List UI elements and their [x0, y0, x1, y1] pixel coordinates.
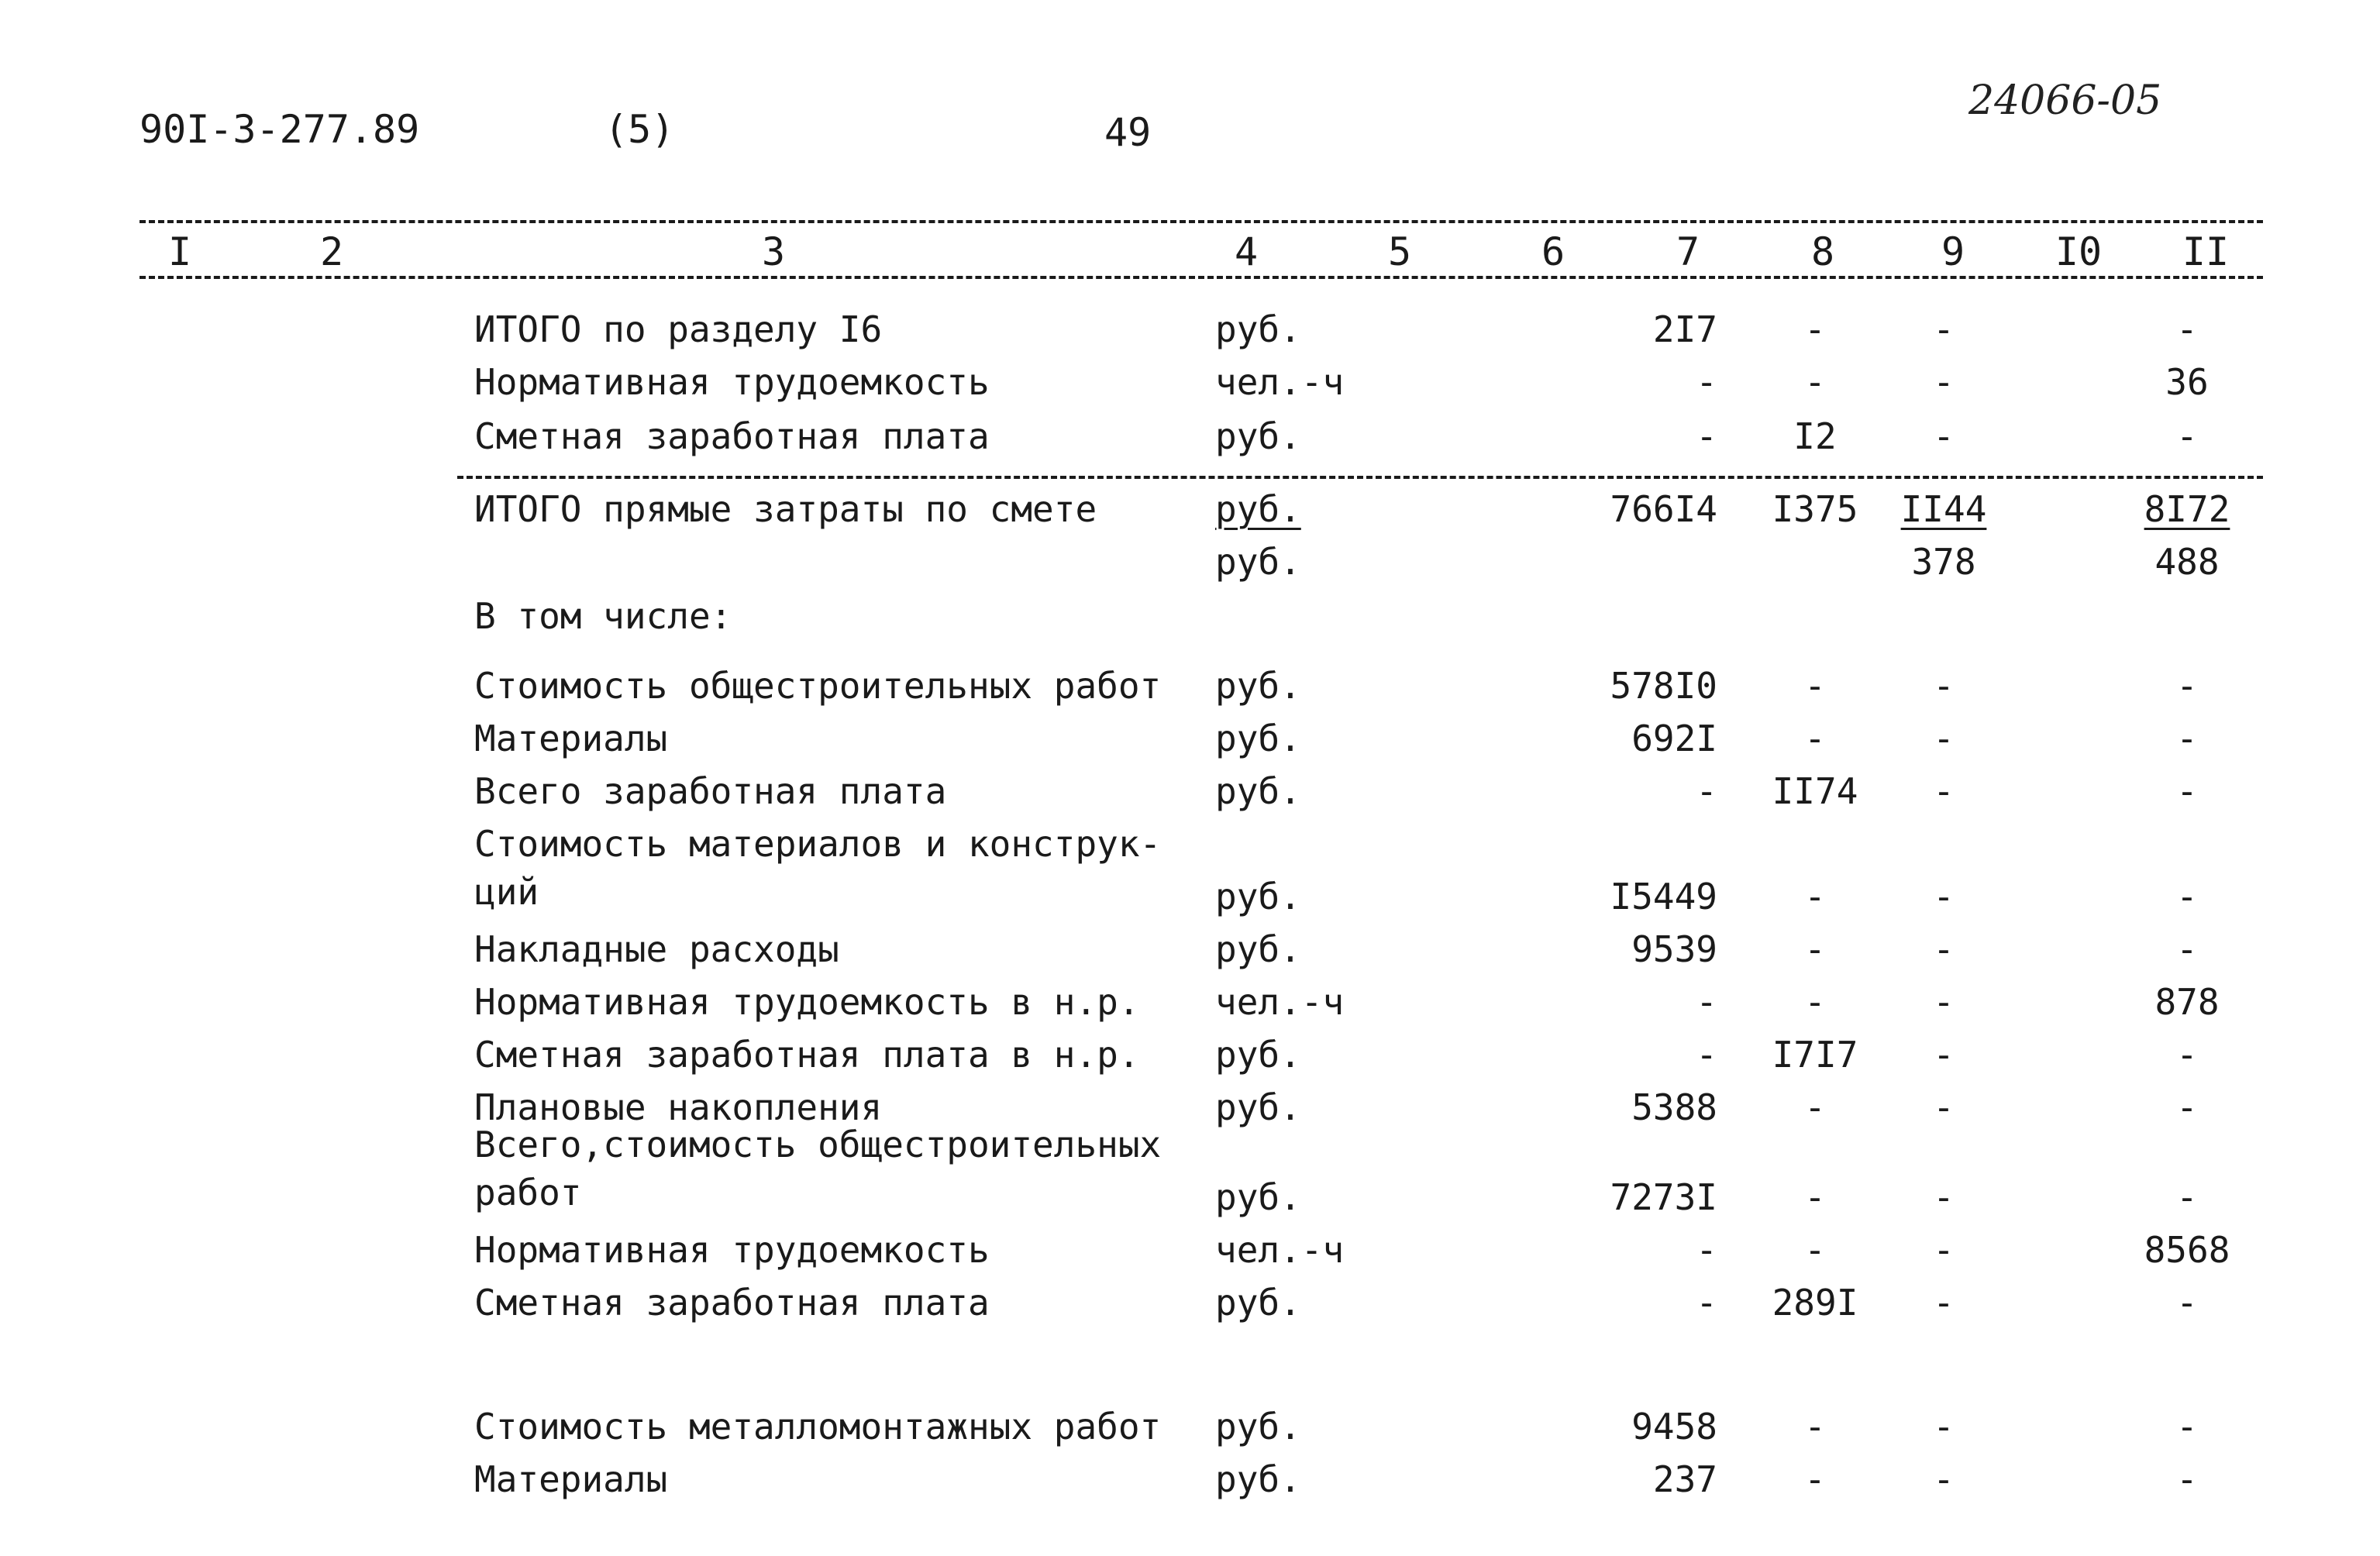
- row-name-continuation: работ: [474, 1172, 582, 1213]
- col9-value: -: [1933, 770, 1955, 812]
- col9-value: -: [1933, 1176, 1955, 1218]
- col11-value: -: [2176, 308, 2198, 350]
- col7-value: 692I: [1631, 718, 1717, 759]
- row-unit: руб.: [1215, 415, 1301, 457]
- column-header-9: 9: [1941, 229, 1965, 274]
- column-header-7: 7: [1676, 229, 1700, 274]
- row-unit: чел.-ч: [1215, 1229, 1345, 1271]
- column-header-11: II: [2182, 229, 2230, 274]
- row-unit: руб.: [1215, 1176, 1301, 1218]
- col8-value: -: [1804, 361, 1826, 403]
- col11-value: -: [2176, 1086, 2198, 1128]
- row-unit-secondary: руб.: [1215, 541, 1301, 583]
- col9-value: -: [1933, 1458, 1955, 1500]
- col7-value: -: [1696, 361, 1717, 403]
- column-header-3: 3: [761, 229, 786, 274]
- page-number: 49: [1104, 110, 1152, 155]
- row-unit: руб.: [1215, 1282, 1301, 1324]
- row-name: ИТОГО прямые затраты по смете: [474, 488, 1097, 530]
- col7-value: 9539: [1631, 928, 1717, 970]
- col7-value: 578I0: [1610, 665, 1717, 707]
- col7-value: -: [1696, 1034, 1717, 1076]
- col9-value: -: [1933, 665, 1955, 707]
- row-unit: чел.-ч: [1215, 981, 1345, 1023]
- col11-value: -: [2176, 1034, 2198, 1076]
- including-label: В том числе:: [474, 595, 732, 637]
- row-name: Всего,стоимость общестроительных: [474, 1124, 1162, 1165]
- col8-value: -: [1804, 308, 1826, 350]
- col8-value: -: [1804, 1458, 1826, 1500]
- row-unit: руб.: [1215, 876, 1301, 917]
- column-header-1: I: [167, 229, 192, 274]
- row-name: Нормативная трудоемкость в н.р.: [474, 981, 1140, 1023]
- col9-value: -: [1933, 1034, 1955, 1076]
- col9-value: -: [1933, 718, 1955, 759]
- col7-value: 237: [1652, 1458, 1717, 1500]
- header-bottom-rule: [139, 276, 2263, 279]
- row-unit: руб.: [1215, 1458, 1301, 1500]
- handwritten-reference: 24066-05: [1968, 77, 2162, 124]
- col9-value: -: [1933, 1282, 1955, 1324]
- row-name-continuation: ций: [474, 871, 539, 913]
- col11-value: -: [2176, 1176, 2198, 1218]
- column-header-10: I0: [2055, 229, 2103, 274]
- col7-value: 766I4: [1610, 488, 1717, 530]
- col7-value: -: [1696, 770, 1717, 812]
- col7-value: 5388: [1631, 1086, 1717, 1128]
- col8-value: -: [1804, 1086, 1826, 1128]
- col8-value: -: [1804, 665, 1826, 707]
- col8-value: I7I7: [1772, 1034, 1858, 1076]
- col11-value: -: [2176, 665, 2198, 707]
- col11-value: -: [2176, 1282, 2198, 1324]
- row-name: Нормативная трудоемкость: [474, 1229, 990, 1271]
- col8-value: -: [1804, 1406, 1826, 1448]
- row-name: Сметная заработная плата в н.р.: [474, 1034, 1140, 1076]
- col9-value: -: [1933, 928, 1955, 970]
- col8-value: -: [1804, 876, 1826, 917]
- row-unit: руб.: [1215, 1034, 1301, 1076]
- col9-value: -: [1933, 876, 1955, 917]
- col8-value: -: [1804, 981, 1826, 1023]
- row-name: Сметная заработная плата: [474, 1282, 990, 1324]
- section-separator-rule: [457, 476, 2263, 479]
- col9-value: -: [1933, 308, 1955, 350]
- col11-value: 8568: [2144, 1229, 2230, 1271]
- row-unit: руб.: [1215, 770, 1301, 812]
- col11-value: -: [2176, 415, 2198, 457]
- col8-value: -: [1804, 718, 1826, 759]
- column-header-2: 2: [319, 229, 344, 274]
- row-name: Материалы: [474, 1458, 668, 1500]
- row-unit: руб.: [1215, 1406, 1301, 1448]
- row-name: Всего заработная плата: [474, 770, 947, 812]
- col11-value: -: [2176, 1406, 2198, 1448]
- column-header-4: 4: [1234, 229, 1259, 274]
- col7-value: -: [1696, 415, 1717, 457]
- row-name: Накладные расходы: [474, 928, 839, 970]
- row-name: Стоимость общестроительных работ: [474, 665, 1162, 707]
- col11-value: -: [2176, 876, 2198, 917]
- col9-value: II44: [1900, 488, 1987, 530]
- row-name: Плановые накопления: [474, 1086, 883, 1128]
- row-name: Сметная заработная плата: [474, 415, 990, 457]
- column-header-5: 5: [1387, 229, 1412, 274]
- sheet-mark: (5): [604, 107, 675, 152]
- row-name: Стоимость материалов и конструк-: [474, 823, 1162, 865]
- col7-value: I5449: [1610, 876, 1717, 917]
- col7-value: 2I7: [1652, 308, 1717, 350]
- row-name: Стоимость металломонтажных работ: [474, 1406, 1162, 1448]
- column-header-8: 8: [1810, 229, 1835, 274]
- col8-value: I2: [1793, 415, 1837, 457]
- col8-value: -: [1804, 1176, 1826, 1218]
- col7-value: 7273I: [1610, 1176, 1717, 1218]
- row-unit: руб.: [1215, 665, 1301, 707]
- col9-value-secondary: 378: [1911, 541, 1976, 583]
- col9-value: -: [1933, 1086, 1955, 1128]
- row-unit: руб.: [1215, 718, 1301, 759]
- col7-value: -: [1696, 981, 1717, 1023]
- row-unit: руб.: [1215, 1086, 1301, 1128]
- col7-value: 9458: [1631, 1406, 1717, 1448]
- col11-value: -: [2176, 928, 2198, 970]
- col11-value-secondary: 488: [2154, 541, 2220, 583]
- row-name: Нормативная трудоемкость: [474, 361, 990, 403]
- row-unit: руб.: [1215, 928, 1301, 970]
- col9-value: -: [1933, 361, 1955, 403]
- col8-value: I375: [1772, 488, 1858, 530]
- col9-value: -: [1933, 415, 1955, 457]
- row-unit: чел.-ч: [1215, 361, 1345, 403]
- col11-value: -: [2176, 1458, 2198, 1500]
- column-header-6: 6: [1541, 229, 1565, 274]
- col7-value: -: [1696, 1229, 1717, 1271]
- header-top-rule: [139, 220, 2263, 223]
- document-code: 90I-3-277.89: [139, 107, 420, 152]
- row-unit: руб.: [1215, 488, 1301, 530]
- col8-value: II74: [1772, 770, 1858, 812]
- row-name: ИТОГО по разделу I6: [474, 308, 883, 350]
- col9-value: -: [1933, 981, 1955, 1023]
- col11-value: 8I72: [2144, 488, 2230, 530]
- col9-value: -: [1933, 1406, 1955, 1448]
- col7-value: -: [1696, 1282, 1717, 1324]
- row-unit: руб.: [1215, 308, 1301, 350]
- col11-value: 878: [2154, 981, 2220, 1023]
- col11-value: 36: [2165, 361, 2209, 403]
- col11-value: -: [2176, 718, 2198, 759]
- col11-value: -: [2176, 770, 2198, 812]
- row-name: Материалы: [474, 718, 668, 759]
- col9-value: -: [1933, 1229, 1955, 1271]
- col8-value: -: [1804, 1229, 1826, 1271]
- col8-value: -: [1804, 928, 1826, 970]
- col8-value: 289I: [1772, 1282, 1858, 1324]
